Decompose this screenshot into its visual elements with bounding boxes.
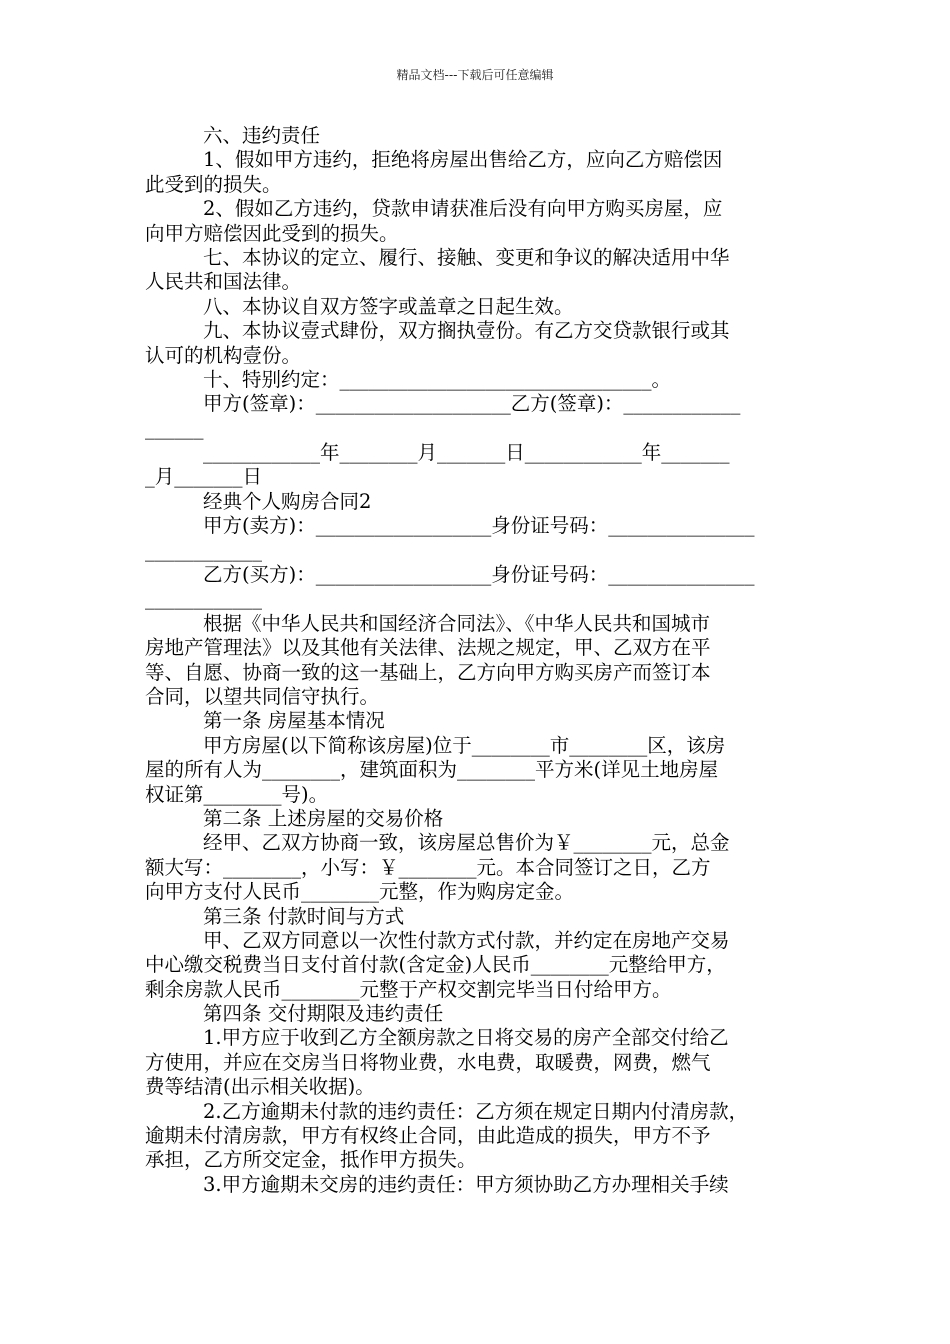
- section-heading: 六、违约责任: [203, 124, 321, 147]
- paragraph-line: 1.甲方应于收到乙方全额房款之日将交易的房产全部交付给乙: [203, 1026, 729, 1050]
- signature-line-cont: ______: [145, 416, 204, 440]
- paragraph-line: 额大写：________，小写：￥________元。本合同签订之日，乙方: [145, 855, 711, 879]
- paragraph-line: 承担，乙方所交定金，抵作甲方损失。: [145, 1148, 477, 1172]
- paragraph-line: 方使用，并应在交房当日将物业费，水电费，取暖费，网费，燃气: [145, 1050, 711, 1074]
- buyer-line-cont: ____________: [145, 587, 262, 611]
- paragraph-line: 2.乙方逾期未付款的违约责任：乙方须在规定日期内付清房款，: [203, 1099, 749, 1123]
- paragraph-line: 房地产管理法》以及其他有关法律、法规之规定，甲、乙双方在平: [145, 636, 711, 660]
- paragraph-line: 1、假如甲方违约，拒绝将房屋出售给乙方，应向乙方赔偿因: [203, 148, 723, 172]
- paragraph-line: 根据《中华人民共和国经济合同法》、《中华人民共和国城市: [203, 611, 711, 635]
- article-heading: 第四条 交付期限及违约责任: [203, 1002, 444, 1026]
- paragraph-line: 人民共和国法律。: [145, 270, 302, 294]
- paragraph-line: 七、本协议的定立、履行、接触、变更和争议的解决适用中华: [203, 245, 730, 269]
- paragraph-line: 合同，以望共同信守执行。: [145, 684, 380, 708]
- paragraph-line: 权证第________号)。: [145, 782, 329, 806]
- signature-line: 甲方(签章)：____________________乙方(签章)：____________: [203, 392, 741, 416]
- paragraph-line: 向甲方支付人民币________元整，作为购房定金。: [145, 880, 575, 904]
- paragraph-line: 剩余房款人民币________元整于产权交割完毕当日付给甲方。: [145, 977, 672, 1001]
- paragraph-line: 费等结清(出示相关收据)。: [145, 1075, 375, 1099]
- article-heading: 第一条 房屋基本情况: [203, 709, 385, 733]
- article-heading: 第三条 付款时间与方式: [203, 904, 405, 928]
- contract-body: [145, 124, 810, 1197]
- paragraph-line: 3.甲方逾期未交房的违约责任：甲方须协助乙方办理相关手续: [203, 1172, 729, 1196]
- special-terms-line: 十、特别约定：________________________________。: [203, 367, 672, 391]
- paragraph-line: 此受到的损失。: [145, 172, 282, 196]
- date-line-cont: _月_______日: [145, 465, 263, 489]
- paragraph-line: 甲、乙双方同意以一次性付款方式付款，并约定在房地产交易: [203, 928, 730, 952]
- article-heading: 第二条 上述房屋的交易价格: [203, 806, 444, 830]
- paragraph-line: 逾期未付清房款，甲方有权终止合同，由此造成的损失，甲方不予: [145, 1124, 711, 1148]
- paragraph-line: 经甲、乙双方协商一致，该房屋总售价为￥________元，总金: [203, 831, 730, 855]
- paragraph-line: 九、本协议壹式肆份，双方搁执壹份。有乙方交贷款银行或其: [203, 319, 730, 343]
- seller-line-cont: ____________: [145, 538, 262, 562]
- paragraph-line: 等、自愿、协商一致的这一基础上，乙方向甲方购买房产而签订本: [145, 660, 711, 684]
- paragraph-line: 中心缴交税费当日支付首付款(含定金)人民币________元整给甲方，: [145, 953, 726, 977]
- paragraph-line: 2、假如乙方违约，贷款申请获准后没有向甲方购买房屋，应: [203, 197, 723, 221]
- seller-line: 甲方(卖方)：__________________身份证号码：_______________: [203, 514, 755, 538]
- paragraph-line: 认可的机构壹份。: [145, 343, 302, 367]
- contract-title: 经典个人购房合同2: [203, 489, 372, 513]
- paragraph-line: 八、本协议自双方签字或盖章之日起生效。: [203, 294, 574, 318]
- paragraph-line: 向甲方赔偿因此受到的损失。: [145, 221, 399, 245]
- paragraph-line: 屋的所有人为________，建筑面积为________平方米(详见土地房屋: [145, 758, 719, 782]
- paragraph-line: 甲方房屋(以下简称该房屋)位于________市________区，该房: [203, 733, 726, 757]
- date-line: ____________年________月_______日____________年_______: [203, 441, 730, 465]
- buyer-line: 乙方(买方)：__________________身份证号码：_______________: [203, 563, 755, 587]
- page-header: 精品文档---下载后可任意编辑: [396, 68, 554, 82]
